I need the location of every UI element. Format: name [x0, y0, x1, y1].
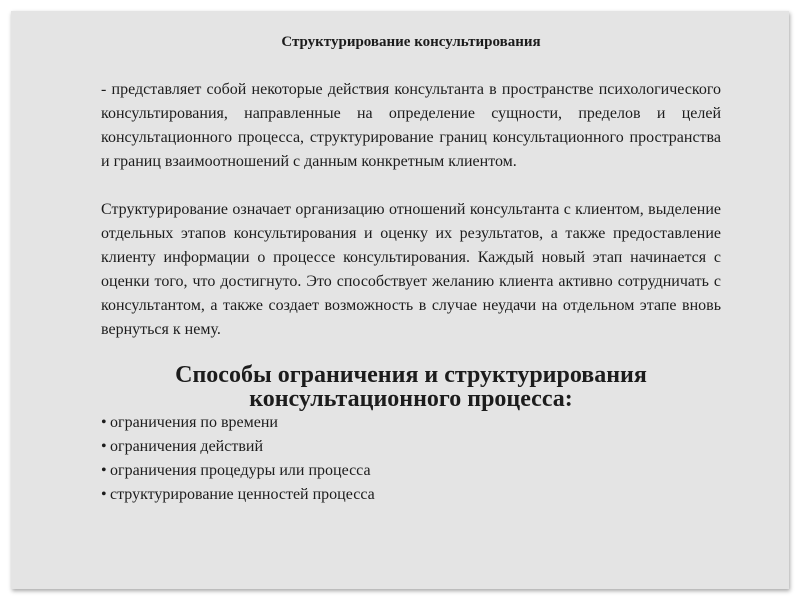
section-subtitle — [101, 363, 721, 411]
list-item-text: структурирование ценностей процесса — [110, 486, 375, 503]
spacer — [101, 174, 721, 198]
bullet-icon: • — [101, 462, 107, 479]
bullet-icon: • — [101, 414, 107, 431]
description-paragraph: Структурирование означает организацию отношений консультанта с клиентом, выделение отдельных этапов консультирования и оценку их результатов, а также предоставление клиенту информации о процессе консультирования. Каждый новый этап начинается с оценки того, что достигнуто. Это способствует желанию клиента активно сотрудничать с консультантом, а также создает возможность в случае неудачи на отдельном этапе вновь вернуться к нему. — [101, 201, 721, 338]
section-subtitle-line-1: Способы ограничения и структурирования — [175, 362, 647, 388]
list-item-text: ограничения по времени — [110, 414, 278, 431]
list-item-text: ограничения процедуры или процесса — [110, 462, 371, 479]
bullet-icon: • — [101, 438, 107, 455]
list-item — [101, 435, 721, 459]
spacer — [101, 342, 721, 363]
slide — [11, 11, 789, 589]
slide-title: Структурирование консультирования — [281, 34, 541, 50]
definition-paragraph: - представляет собой некоторые действия консультанта в пространстве психологического консультирования, направленные на определение сущности, пределов и целей консультационного процесса, структурирование границ консультационного пространства и границ взаимоотношений с данным конкретным клиентом. — [101, 81, 721, 170]
list-item — [101, 483, 721, 507]
list-item — [101, 411, 721, 435]
list-item-text: ограничения действий — [110, 438, 263, 455]
list-item — [101, 459, 721, 483]
bullet-list — [101, 411, 721, 507]
bullet-icon: • — [101, 486, 107, 503]
slide-content — [101, 30, 721, 507]
spacer — [101, 54, 721, 78]
section-subtitle-line-2: консультационного процесса: — [249, 386, 573, 412]
